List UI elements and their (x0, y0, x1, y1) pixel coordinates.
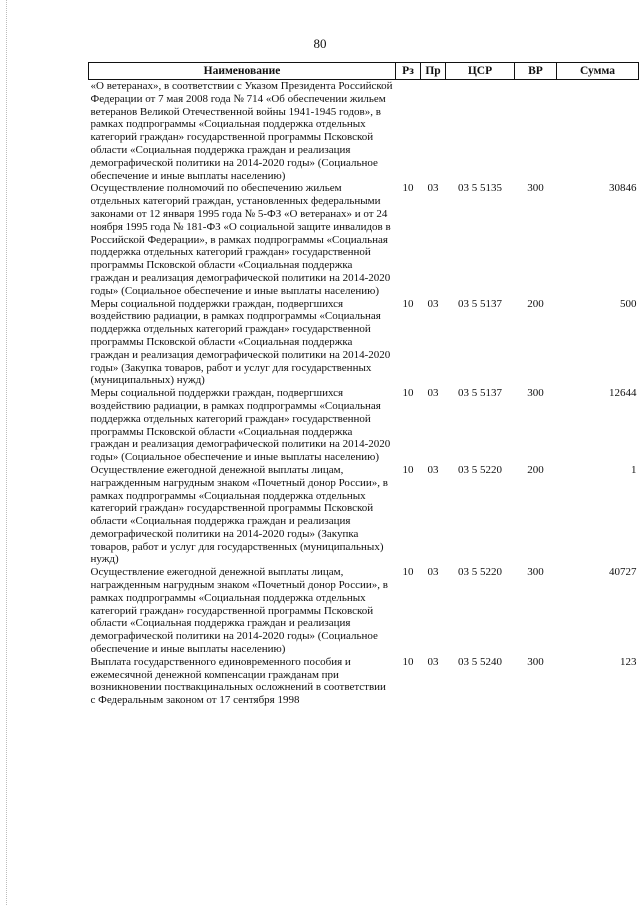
row-vr: 200 (527, 297, 544, 310)
row-rz: 10 (402, 297, 414, 310)
row-rz: 10 (402, 655, 414, 668)
row-pr: 03 (427, 387, 439, 400)
table-row (89, 464, 639, 566)
row-pr: 03 (427, 463, 439, 476)
row-rz (396, 80, 421, 183)
page-number: 80 (313, 36, 327, 51)
row-vr: 300 (527, 387, 544, 400)
row-csr: 03 5 5220 (458, 566, 502, 579)
row-vr: 300 (527, 182, 544, 195)
header-vr: ВР (515, 63, 557, 80)
row-sum: 40727 (609, 566, 637, 579)
table-row (89, 387, 639, 464)
row-csr: 03 5 5137 (458, 297, 502, 310)
row-pr: 03 (427, 566, 439, 579)
table-row (89, 80, 639, 183)
row-csr: 03 5 5240 (458, 655, 502, 668)
header-sum: Сумма (557, 63, 639, 80)
row-name: Осуществление ежегодной денежной выплаты лицам, награжденным нагрудным знаком «Почетный донор России», в рамках подпрограммы «Социальная поддержка отдельных категорий граждан» государственной программы Псковской области «Социальная поддержка граждан и реализация демографической политики на 2014-2020 годы» (Закупка товаров, работ и услуг для государственных (муниципальных) нужд) (90, 463, 388, 566)
row-sum: 123 (620, 655, 637, 668)
row-sum: 12644 (609, 387, 637, 400)
row-csr: 03 5 5135 (458, 182, 502, 195)
row-rz: 10 (402, 387, 414, 400)
row-vr: 200 (527, 463, 544, 476)
row-name: Меры социальной поддержки граждан, подвергшихся воздействию радиации, в рамках подпрограммы «Социальная поддержка отдельных категорий граждан» государственной программы Псковской области «Социальная поддержка граждан и реализация демографической политики на 2014-2020 годы» (Социальное обеспечение и иные выплаты населению) (90, 387, 391, 464)
row-rz: 10 (402, 182, 414, 195)
row-name: Выплата государственного единовременного пособия и ежемесячной денежной компенсации гражданам при возникновении поствакцинальных осложнений в соответствии с Федеральным законом от 17 сентября 1998 (90, 655, 386, 707)
row-pr: 03 (427, 182, 439, 195)
row-sum: 500 (620, 297, 637, 310)
row-csr (446, 80, 515, 183)
header-name: Наименование (89, 63, 396, 80)
header-pr: Пр (421, 63, 446, 80)
budget-table (88, 62, 639, 707)
row-sum: 1 (631, 463, 637, 476)
row-name: Осуществление ежегодной денежной выплаты лицам, награжденным нагрудным знаком «Почетный донор России», в рамках подпрограммы «Социальная поддержка отдельных категорий граждан» государственной программы Псковской области «Социальная поддержка граждан и реализация демографической политики на 2014-2020 годы» (Социальное обеспечение и иные выплаты населению) (90, 566, 388, 656)
row-name: «О ветеранах», в соответствии с Указом Президента Российской Федерации от 7 мая 2008 года № 714 «Об обеспечении жильем ветеранов Великой Отечественной войны 1941-1945 годов», в рамках подпрограммы «Социальная поддержка отдельных категорий граждан» государственной программы Псковской области «Социальная поддержка граждан и реализация демографической политики на 2014-2020 годы» (Социальное обеспечение и иные выплаты населению) (90, 80, 393, 182)
row-pr: 03 (427, 655, 439, 668)
row-sum: 30846 (609, 182, 637, 195)
table-row (89, 656, 639, 707)
row-vr: 300 (527, 655, 544, 668)
row-name: Меры социальной поддержки граждан, подвергшихся воздействию радиации, в рамках подпрограммы «Социальная поддержка отдельных категорий граждан» государственной программы Псковской области «Социальная поддержка граждан и реализация демографической политики на 2014-2020 годы» (Закупка товаров, работ и услуг для государственных (муниципальных) нужд) (90, 297, 391, 387)
row-csr: 03 5 5220 (458, 463, 502, 476)
header-csr: ЦСР (446, 63, 515, 80)
scan-edge (0, 0, 7, 905)
row-rz: 10 (402, 566, 414, 579)
table-row (89, 566, 639, 656)
header-rz: Рз (396, 63, 421, 80)
row-csr: 03 5 5137 (458, 387, 502, 400)
table-header-row (89, 63, 639, 80)
row-pr: 03 (427, 297, 439, 310)
row-rz: 10 (402, 463, 414, 476)
table-row (89, 182, 639, 297)
row-vr: 300 (527, 566, 544, 579)
row-sum (557, 80, 639, 183)
row-pr (421, 80, 446, 183)
row-name: Осуществление полномочий по обеспечению жильем отдельных категорий граждан, установленных федеральными законами от 12 января 1995 года № 5-ФЗ «О ветеранах» и от 24 ноября 1995 года № 181-ФЗ «О социальной защите инвалидов в Российской Федерации», в рамках подпрограммы «Социальная поддержка отдельных категорий граждан» государственной программы Псковской области «Социальная поддержка граждан и реализация демографической политики на 2014-2020 годы» (Социальное обеспечение и иные выплаты населению) (90, 182, 391, 297)
row-vr (515, 80, 557, 183)
table-row (89, 298, 639, 388)
